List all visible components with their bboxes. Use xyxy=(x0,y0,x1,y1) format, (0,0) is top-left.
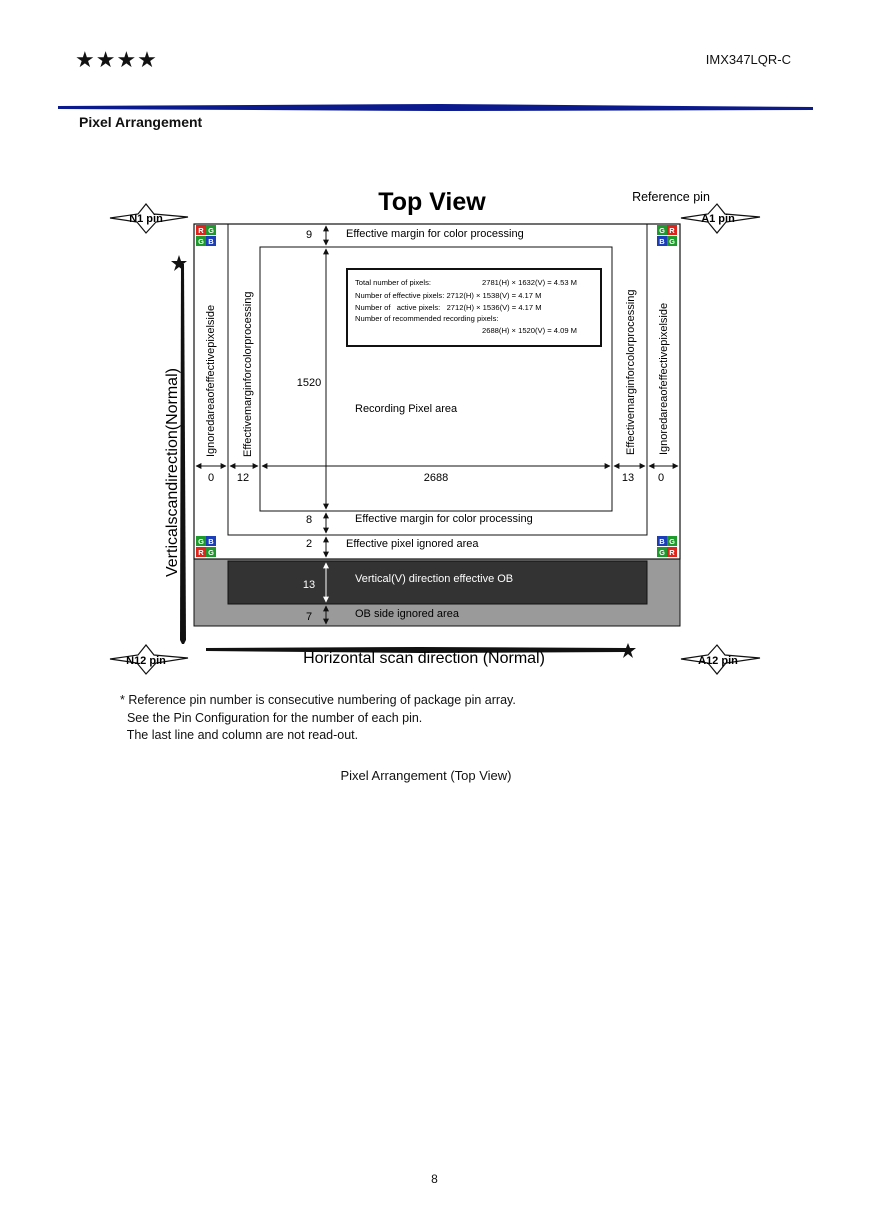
dim-recording-height: 1520 xyxy=(296,377,322,389)
vertical-scan-star-icon xyxy=(171,255,187,271)
dim-bottom-ignored: 2 xyxy=(305,538,313,550)
page-number: 8 xyxy=(431,1172,438,1186)
n12-pin-label: N12 pin xyxy=(126,655,166,667)
section-title: Pixel Arrangement xyxy=(79,114,203,130)
label-left-margin: Effectivemarginforcolorprocessing xyxy=(242,291,254,457)
color-filter-top-right xyxy=(657,225,677,246)
footnote-line: * Reference pin number is consecutive numbering of package pin array. xyxy=(120,693,516,707)
info-line5: 2688(H) × 1520(V) = 4.09 M xyxy=(482,326,577,335)
figure-caption: Pixel Arrangement (Top View) xyxy=(340,768,512,783)
header-stars: ★★★★ xyxy=(75,47,158,72)
svg-text:G: G xyxy=(208,548,214,557)
label-ob-effective: Vertical(V) direction effective OB xyxy=(355,573,514,585)
label-top-margin: Effective margin for color processing xyxy=(346,228,524,240)
dim-ob-effective: 13 xyxy=(302,579,316,591)
a12-pin-label: A12 pin xyxy=(698,655,738,667)
n1-pin-badge xyxy=(110,204,188,233)
info-line4: Number of recommended recording pixels: xyxy=(355,314,499,323)
svg-text:R: R xyxy=(669,226,675,235)
svg-text:G: G xyxy=(198,537,204,546)
svg-text:R: R xyxy=(198,226,204,235)
dim-left-ignored: 0 xyxy=(207,472,215,484)
label-left-ignored: Ignoredareaofeffectivepixelside xyxy=(205,304,217,457)
footnote-line: See the Pin Configuration for the number of each pin. xyxy=(120,710,423,725)
a12-pin-badge xyxy=(681,645,760,674)
n1-pin-label: N1 pin xyxy=(129,213,163,225)
svg-text:R: R xyxy=(198,548,204,557)
label-ob-ignored: OB side ignored area xyxy=(355,608,459,620)
label-bottom-margin: Effective margin for color processing xyxy=(355,513,533,525)
svg-text:B: B xyxy=(659,537,665,546)
dim-right-ignored: 0 xyxy=(657,472,665,484)
document-id: IMX347LQR-C xyxy=(705,52,791,67)
footnote-line: The last line and column are not read-out. xyxy=(120,728,359,742)
svg-text:G: G xyxy=(208,226,214,235)
svg-text:G: G xyxy=(198,237,204,246)
color-filter-bottom-right xyxy=(657,536,677,557)
color-filter-bottom-left xyxy=(196,536,216,557)
label-bottom-ignored: Effective pixel ignored area xyxy=(346,538,479,550)
vertical-scan-label: Verticalscandirection(Normal) xyxy=(164,368,181,577)
a1-pin-label: A1 pin xyxy=(701,213,735,225)
a1-pin-badge xyxy=(681,204,760,233)
svg-text:G: G xyxy=(669,537,675,546)
svg-text:G: G xyxy=(659,226,665,235)
label-right-margin: Effectivemarginforcolorprocessing xyxy=(625,289,637,455)
svg-text:G: G xyxy=(659,548,665,557)
header-rule xyxy=(58,104,813,111)
color-filter-top-left xyxy=(196,225,216,246)
dim-left-margin: 12 xyxy=(236,472,250,484)
footnotes xyxy=(120,692,516,745)
label-recording-area: Recording Pixel area xyxy=(355,403,458,415)
dim-recording-width: 2688 xyxy=(423,472,449,484)
diagram-title: Top View xyxy=(378,188,486,216)
horizontal-scan-label: Horizontal scan direction (Normal) xyxy=(303,650,545,667)
reference-pin-label: Reference pin xyxy=(632,190,710,204)
info-line1-label: Total number of pixels: xyxy=(355,278,431,287)
svg-text:B: B xyxy=(208,237,214,246)
dim-bottom-margin: 8 xyxy=(305,514,313,526)
label-right-ignored: Ignoredareaofeffectivepixelside xyxy=(658,302,670,455)
svg-text:B: B xyxy=(659,237,665,246)
svg-text:B: B xyxy=(208,537,214,546)
dim-ob-ignored: 7 xyxy=(305,611,313,623)
dim-right-margin: 13 xyxy=(621,472,635,484)
info-line2: Number of effective pixels: 2712(H) × 1538(V) = 4.17 M xyxy=(355,291,542,300)
info-line3: Number of active pixels: 2712(H) × 1536(V) = 4.17 M xyxy=(355,303,542,312)
svg-text:R: R xyxy=(669,548,675,557)
n12-pin-badge xyxy=(110,645,188,674)
svg-text:G: G xyxy=(669,237,675,246)
info-line1-value: 2781(H) × 1632(V) = 4.53 M xyxy=(482,278,577,287)
dim-top-margin: 9 xyxy=(305,229,313,241)
